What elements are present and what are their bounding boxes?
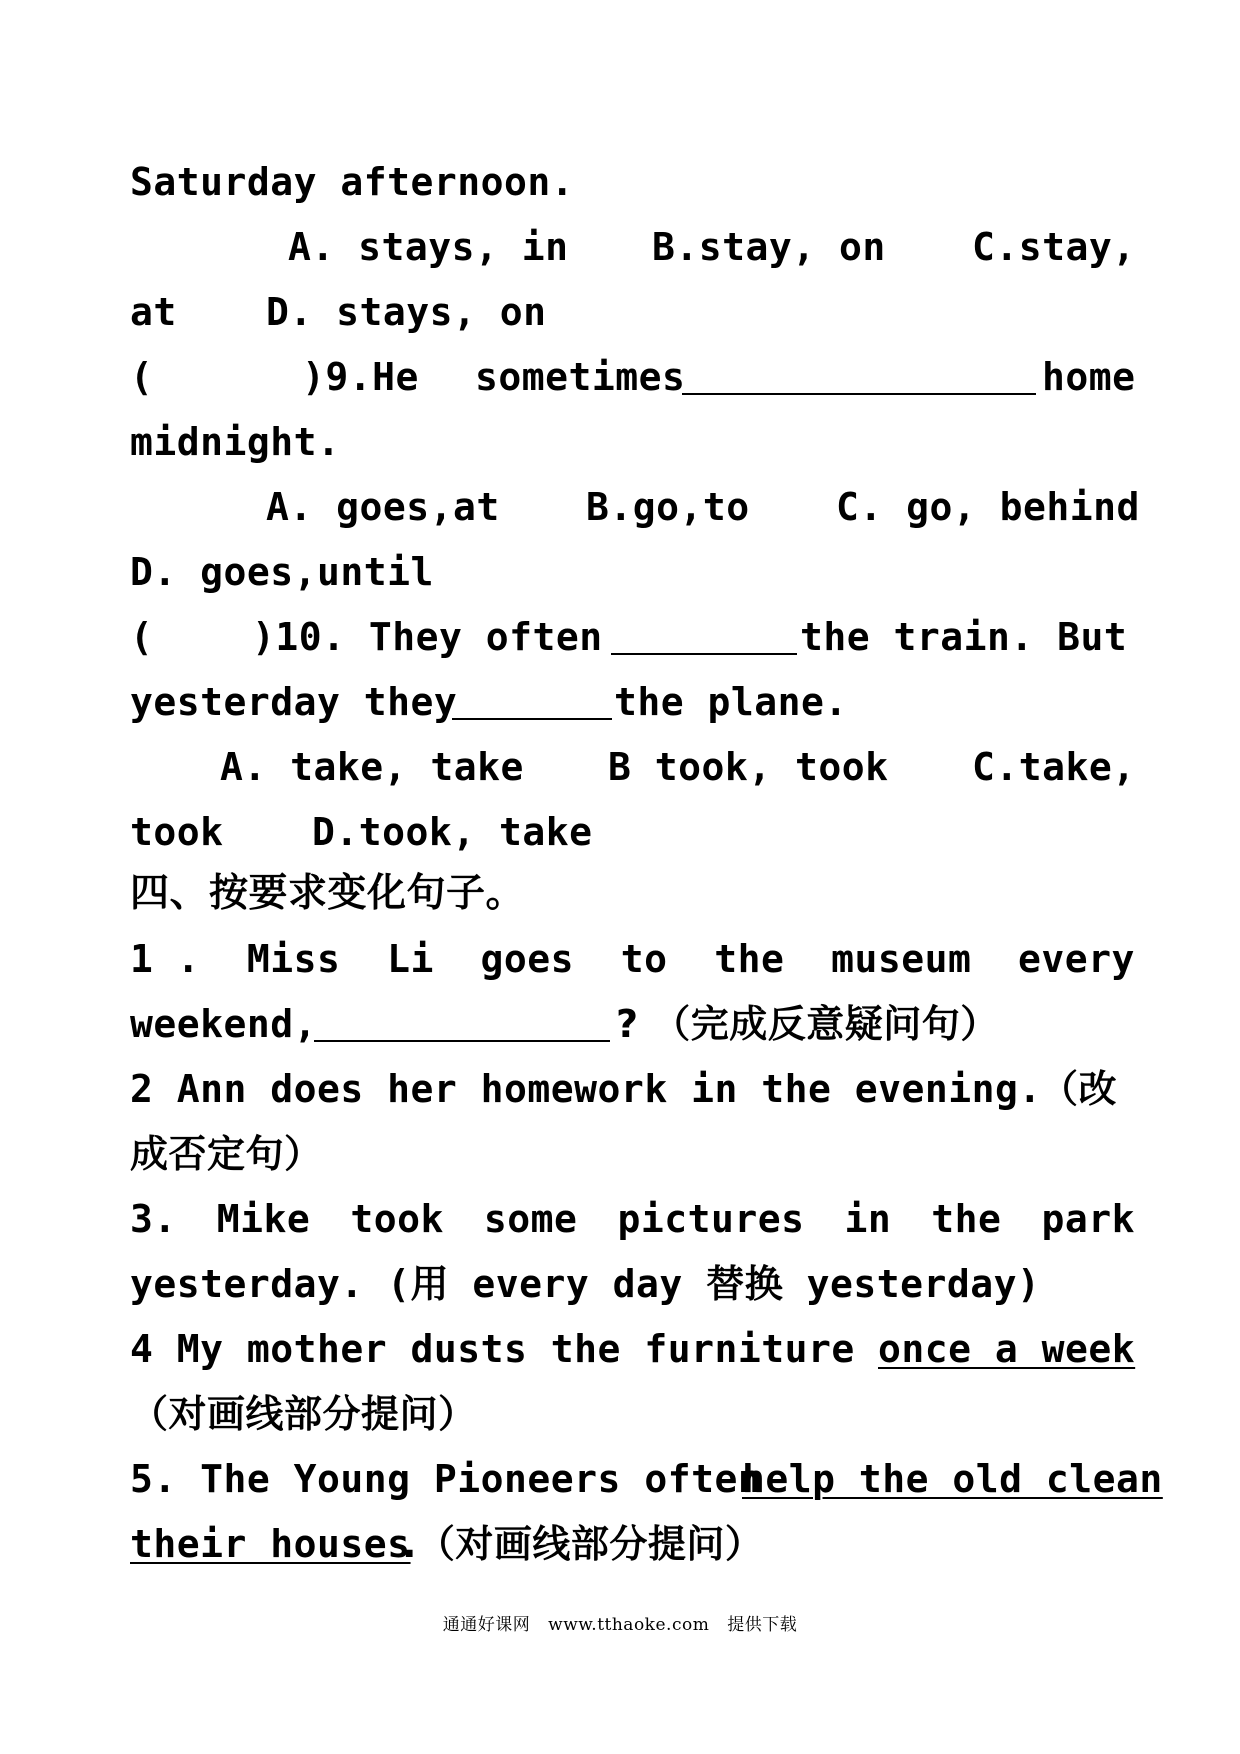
s3-word: Mike [216, 1197, 311, 1241]
q10-cont-text-2: the plane. [614, 680, 848, 724]
q8-end-line [130, 150, 1140, 214]
s2-text: 2 Ann does her homework in the evening. [130, 1067, 1042, 1111]
s2-tail-text: （改 [1040, 1067, 1118, 1111]
q10-cont-line [130, 670, 1140, 734]
q9-cont-text: midnight. [130, 420, 341, 464]
q9-option-a: A. goes,at [266, 485, 500, 529]
s1-word: goes [480, 937, 575, 981]
q9-word-home: home [1042, 355, 1136, 399]
s4-text: 4 My mother dusts the furniture [130, 1327, 855, 1371]
q9-option-d: D. goes,until [130, 550, 434, 594]
s1-tail-text: ? （完成反意疑问句） [616, 1002, 999, 1046]
q10-option-d: D.took, take [312, 810, 593, 854]
s4-cont-text: （对画线部分提问） [130, 1392, 477, 1436]
s5-cont-underlined-text: their houses [130, 1522, 411, 1566]
q8-option-a: A. stays, in [288, 225, 569, 269]
q8-options-line-2 [130, 280, 1140, 344]
q9-line [130, 345, 1140, 409]
s3-cont-line [130, 1252, 1140, 1316]
q9-cont-line [130, 410, 1140, 474]
q8-options-line [130, 215, 1140, 279]
q8-option-b: B.stay, on [652, 225, 886, 269]
s1-word: Li [387, 937, 434, 981]
q8-option-d: D. stays, on [266, 290, 547, 334]
s1-word: Miss [246, 937, 341, 981]
s5-cont-line [130, 1512, 1140, 1576]
q9-options-line [130, 475, 1140, 539]
q9-paren-open: ( [130, 355, 154, 399]
s4-cont-line [130, 1382, 1140, 1446]
q10-cont-text-1: yesterday they [130, 680, 458, 724]
s1-word: to [620, 937, 668, 981]
s1-cont-line [130, 992, 1140, 1056]
page-footer [0, 1610, 1240, 1635]
s1-number: 1 . [130, 937, 201, 981]
s1-word: museum [831, 937, 972, 981]
s4-line [130, 1317, 1140, 1381]
q10-paren-open: ( [130, 615, 154, 659]
q9-option-b: B.go,to [586, 485, 750, 529]
s5-cont-text: .（对画线部分提问） [402, 1522, 764, 1566]
q10-option-c-cont: took [130, 810, 224, 854]
s5-text: 5. The Young Pioneers often [130, 1457, 762, 1501]
q8-option-c: C.stay, [972, 225, 1136, 269]
footer-note: 提供下载 [727, 1615, 798, 1635]
section-title [130, 862, 1140, 926]
s1-answer-blank[interactable] [314, 1000, 610, 1042]
s3-word: in [844, 1197, 892, 1241]
s1-word: every [1018, 937, 1135, 981]
q10-options-line [130, 735, 1140, 799]
s1-line [130, 927, 1135, 991]
s4-underlined-text: once a week [878, 1327, 1136, 1371]
q10-blank-1[interactable] [611, 613, 797, 655]
q10-option-a: A. take, take [220, 745, 524, 789]
q10-option-b: B took, took [608, 745, 889, 789]
s3-word: 3. [130, 1197, 177, 1241]
s3-word: the [931, 1197, 1002, 1241]
s1-cont-text: weekend, [130, 1002, 318, 1046]
s3-word: park [1041, 1197, 1135, 1241]
footer-site-name: 通通好课网 [442, 1615, 531, 1635]
q10-number: )10. They often [252, 615, 603, 659]
q10-line [130, 605, 1140, 669]
q9-word-sometimes: sometimes [475, 355, 686, 399]
q9-options-line-2 [130, 540, 1140, 604]
s2-cont-line [130, 1122, 1140, 1186]
q8-option-c-cont: at [130, 290, 177, 334]
q9-number: )9.He [302, 355, 419, 399]
s3-cont-text: yesterday. (用 every day 替换 yesterday) [130, 1262, 1041, 1306]
s3-line [130, 1187, 1135, 1251]
s2-line [130, 1057, 1140, 1121]
s5-line [130, 1447, 1163, 1511]
q10-options-line-2 [130, 800, 1140, 864]
section-title-text: 四、按要求变化句子。 [130, 871, 526, 916]
s3-word: some [483, 1197, 578, 1241]
q9-option-c: C. go, behind [836, 485, 1140, 529]
q10-mid-text: the train. But [800, 615, 1128, 659]
footer-url: www.tthaoke.com [548, 1615, 710, 1635]
s1-word: the [714, 937, 785, 981]
s3-word: pictures [617, 1197, 805, 1241]
s3-word: took [350, 1197, 444, 1241]
q10-option-c: C.take, [972, 745, 1136, 789]
s2-cont-text: 成否定句） [130, 1132, 323, 1176]
q10-blank-2[interactable] [452, 678, 612, 720]
q8-end-text: Saturday afternoon. [130, 160, 575, 204]
s5-underlined-text: help the old clean [742, 1457, 1163, 1501]
q9-answer-blank[interactable] [682, 353, 1036, 395]
